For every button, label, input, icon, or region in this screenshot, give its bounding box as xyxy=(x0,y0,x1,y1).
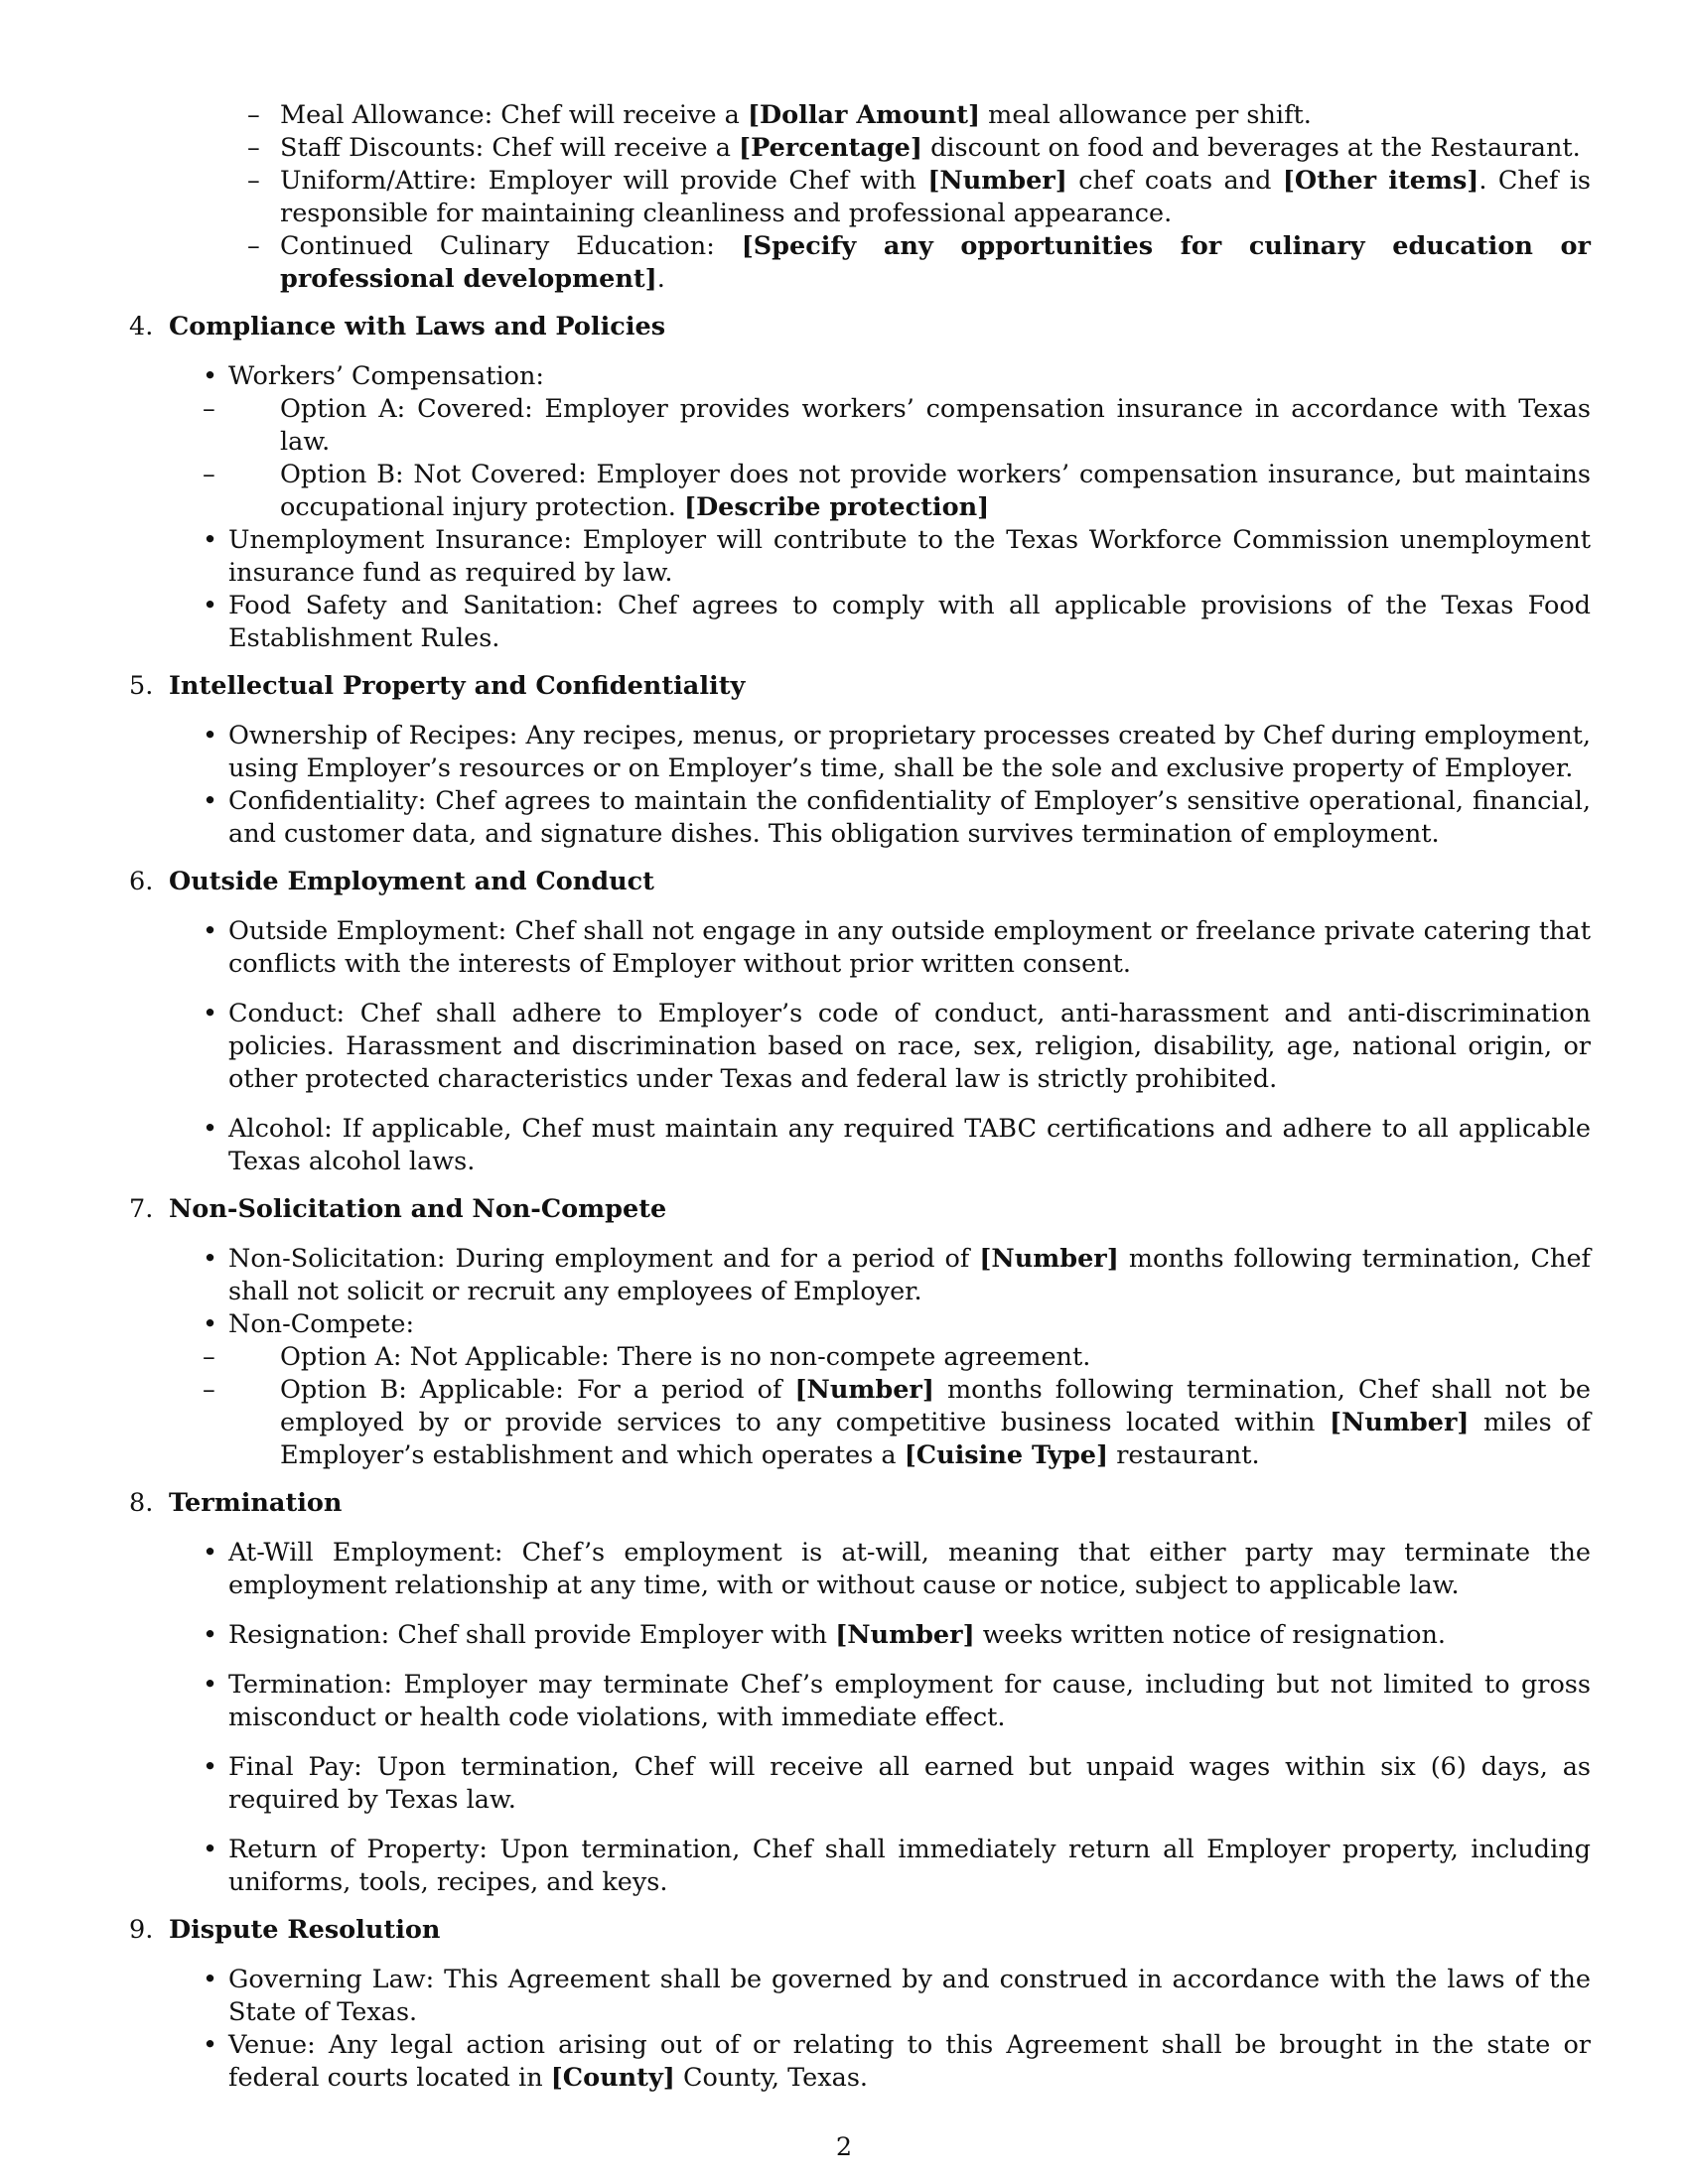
placeholder-number: [Number] xyxy=(927,166,1067,196)
list-item-meal-allowance: – Meal Allowance: Chef will receive a [Dollar Amount] meal allowance per shift. xyxy=(247,100,1312,130)
placeholder-cuisine-type: [Cuisine Type] xyxy=(904,1440,1109,1470)
list-item-resignation: • Resignation: Chef shall provide Employer with [Number] weeks written notice of resignation. xyxy=(203,1620,1446,1650)
list-item-venue: • Venue: Any legal action arising out of or relating to this Agreement shall be brought in the state or federal courts located in [County] County, Texas. xyxy=(203,2030,1591,2093)
list-item-culinary-education: – Continued Culinary Education: [Specify any opportunities for culinary education or professional development]. xyxy=(247,231,1591,294)
placeholder-other-items: [Other items] xyxy=(1282,166,1479,196)
list-item-uniform: – Uniform/Attire: Employer will provide Chef with [Number] chef coats and [Other items]. Chef is responsible for maintaining cleanliness and professional appearance. xyxy=(247,166,1592,228)
list-item-conduct: • Conduct: Chef shall adhere to Employer’s code of conduct, anti-harassment and anti-discrimination policies. Harassment and discrimination based on race, sex, religion, disability, age, national origin, or other protected characteristics under Texas and federal law is strictly prohibited. xyxy=(203,999,1591,1094)
placeholder-number: [Number] xyxy=(1330,1408,1470,1437)
list-item-workers-comp: • Workers’ Compensation: – Option A: Covered: Employer provides workers’ compensation insurance in accordance with Texas law. – Option B: Not Covered: Employer does not provide workers’ compensation insurance, but maintains occupational injury protection. [Describe protection] xyxy=(129,360,1591,524)
section-heading-ip: 5. Intellectual Property and Confidentiality xyxy=(129,671,746,701)
list-item-nc-option-a: – Option A: Not Applicable: There is no non-compete agreement. xyxy=(203,1342,1091,1372)
placeholder-number: [Number] xyxy=(979,1244,1119,1274)
placeholder-dollar-amount: [Dollar Amount] xyxy=(747,100,981,130)
list-item-return-property: • Return of Property: Upon termination, Chef shall immediately return all Employer property, including uniforms, tools, recipes, and keys. xyxy=(203,1835,1591,1897)
page-number: 2 xyxy=(835,2132,853,2162)
section-heading-non-solicitation: 7. Non-Solicitation and Non-Compete xyxy=(129,1194,667,1224)
list-item-termination: • Termination: Employer may terminate Chef’s employment for cause, including but not limited to gross misconduct or health code violations, with immediate effect. xyxy=(203,1670,1591,1732)
document-body xyxy=(129,99,1591,2095)
section-heading-termination: 8. Termination xyxy=(129,1488,343,1518)
placeholder-county: [County] xyxy=(550,2063,675,2093)
list-item-staff-discounts: – Staff Discounts: Chef will receive a [Percentage] discount on food and beverages at the Restaurant. xyxy=(247,133,1581,163)
list-item-food-safety: • Food Safety and Sanitation: Chef agrees to comply with all applicable provisions of the Texas Food Establishment Rules. xyxy=(203,591,1591,653)
list-item-wc-option-a: – Option A: Covered: Employer provides workers’ compensation insurance in accordance with Texas law. xyxy=(203,394,1591,457)
placeholder-percentage: [Percentage] xyxy=(739,133,922,163)
list-item-nc-option-b: – Option B: Applicable: For a period of [Number] months following termination, Chef shall not be employed by or provide services to any competitive business located within [Number] miles of Employer’s establishment and which operates a [Cuisine Type] restaurant. xyxy=(203,1375,1591,1470)
list-item-non-solicitation: • Non-Solicitation: During employment and for a period of [Number] months following termination, Chef shall not solicit or recruit any employees of Employer. xyxy=(203,1244,1591,1306)
list-item-wc-option-b: – Option B: Not Covered: Employer does not provide workers’ compensation insurance, but maintains occupational injury protection. [Describe protection] xyxy=(203,460,1591,522)
list-item-outside-employment: • Outside Employment: Chef shall not engage in any outside employment or freelance private catering that conflicts with the interests of Employer without prior written consent. xyxy=(203,916,1591,979)
list-item-final-pay: • Final Pay: Upon termination, Chef will receive all earned but unpaid wages within six (6) days, as required by Texas law. xyxy=(203,1752,1591,1815)
placeholder-describe-protection: [Describe protection] xyxy=(684,492,990,522)
list-item-governing-law: • Governing Law: This Agreement shall be governed by and construed in accordance with the laws of the State of Texas. xyxy=(203,1965,1591,2027)
section-heading-outside-employment: 6. Outside Employment and Conduct xyxy=(129,867,654,896)
placeholder-number: [Number] xyxy=(794,1375,934,1405)
list-item-alcohol: • Alcohol: If applicable, Chef must maintain any required TABC certifications and adhere to all applicable Texas alcohol laws. xyxy=(203,1114,1591,1176)
list-item-unemployment: • Unemployment Insurance: Employer will contribute to the Texas Workforce Commission unemployment insurance fund as required by law. xyxy=(203,525,1591,588)
placeholder-number: [Number] xyxy=(835,1620,975,1650)
list-item-ownership: • Ownership of Recipes: Any recipes, menus, or proprietary processes created by Chef during employment, using Employer’s resources or on Employer’s time, shall be the sole and exclusive property of Employer. xyxy=(203,721,1591,783)
section-heading-compliance: 4. Compliance with Laws and Policies xyxy=(129,312,666,341)
list-item-non-compete: • Non-Compete: – Option A: Not Applicable: There is no non-compete agreement. – Option B: Applicable: For a period of [Number] months following termination, Chef shall not be employed by or provide services to any competitive business located within [Number] miles of Employer’s establishment and which operates a [Cuisine Type] restaurant. xyxy=(129,1308,1591,1472)
section-heading-dispute-resolution: 9. Dispute Resolution xyxy=(129,1915,441,1945)
placeholder-education: [Specify any opportunities for culinary education or professional development] xyxy=(280,231,1591,294)
list-item-at-will: • At-Will Employment: Chef’s employment is at-will, meaning that either party may terminate the employment relationship at any time, with or without cause or notice, subject to applicable law. xyxy=(203,1538,1591,1600)
list-item-confidentiality: • Confidentiality: Chef agrees to maintain the confidentiality of Employer’s sensitive operational, financial, and customer data, and signature dishes. This obligation survives termination of employment. xyxy=(203,786,1591,849)
